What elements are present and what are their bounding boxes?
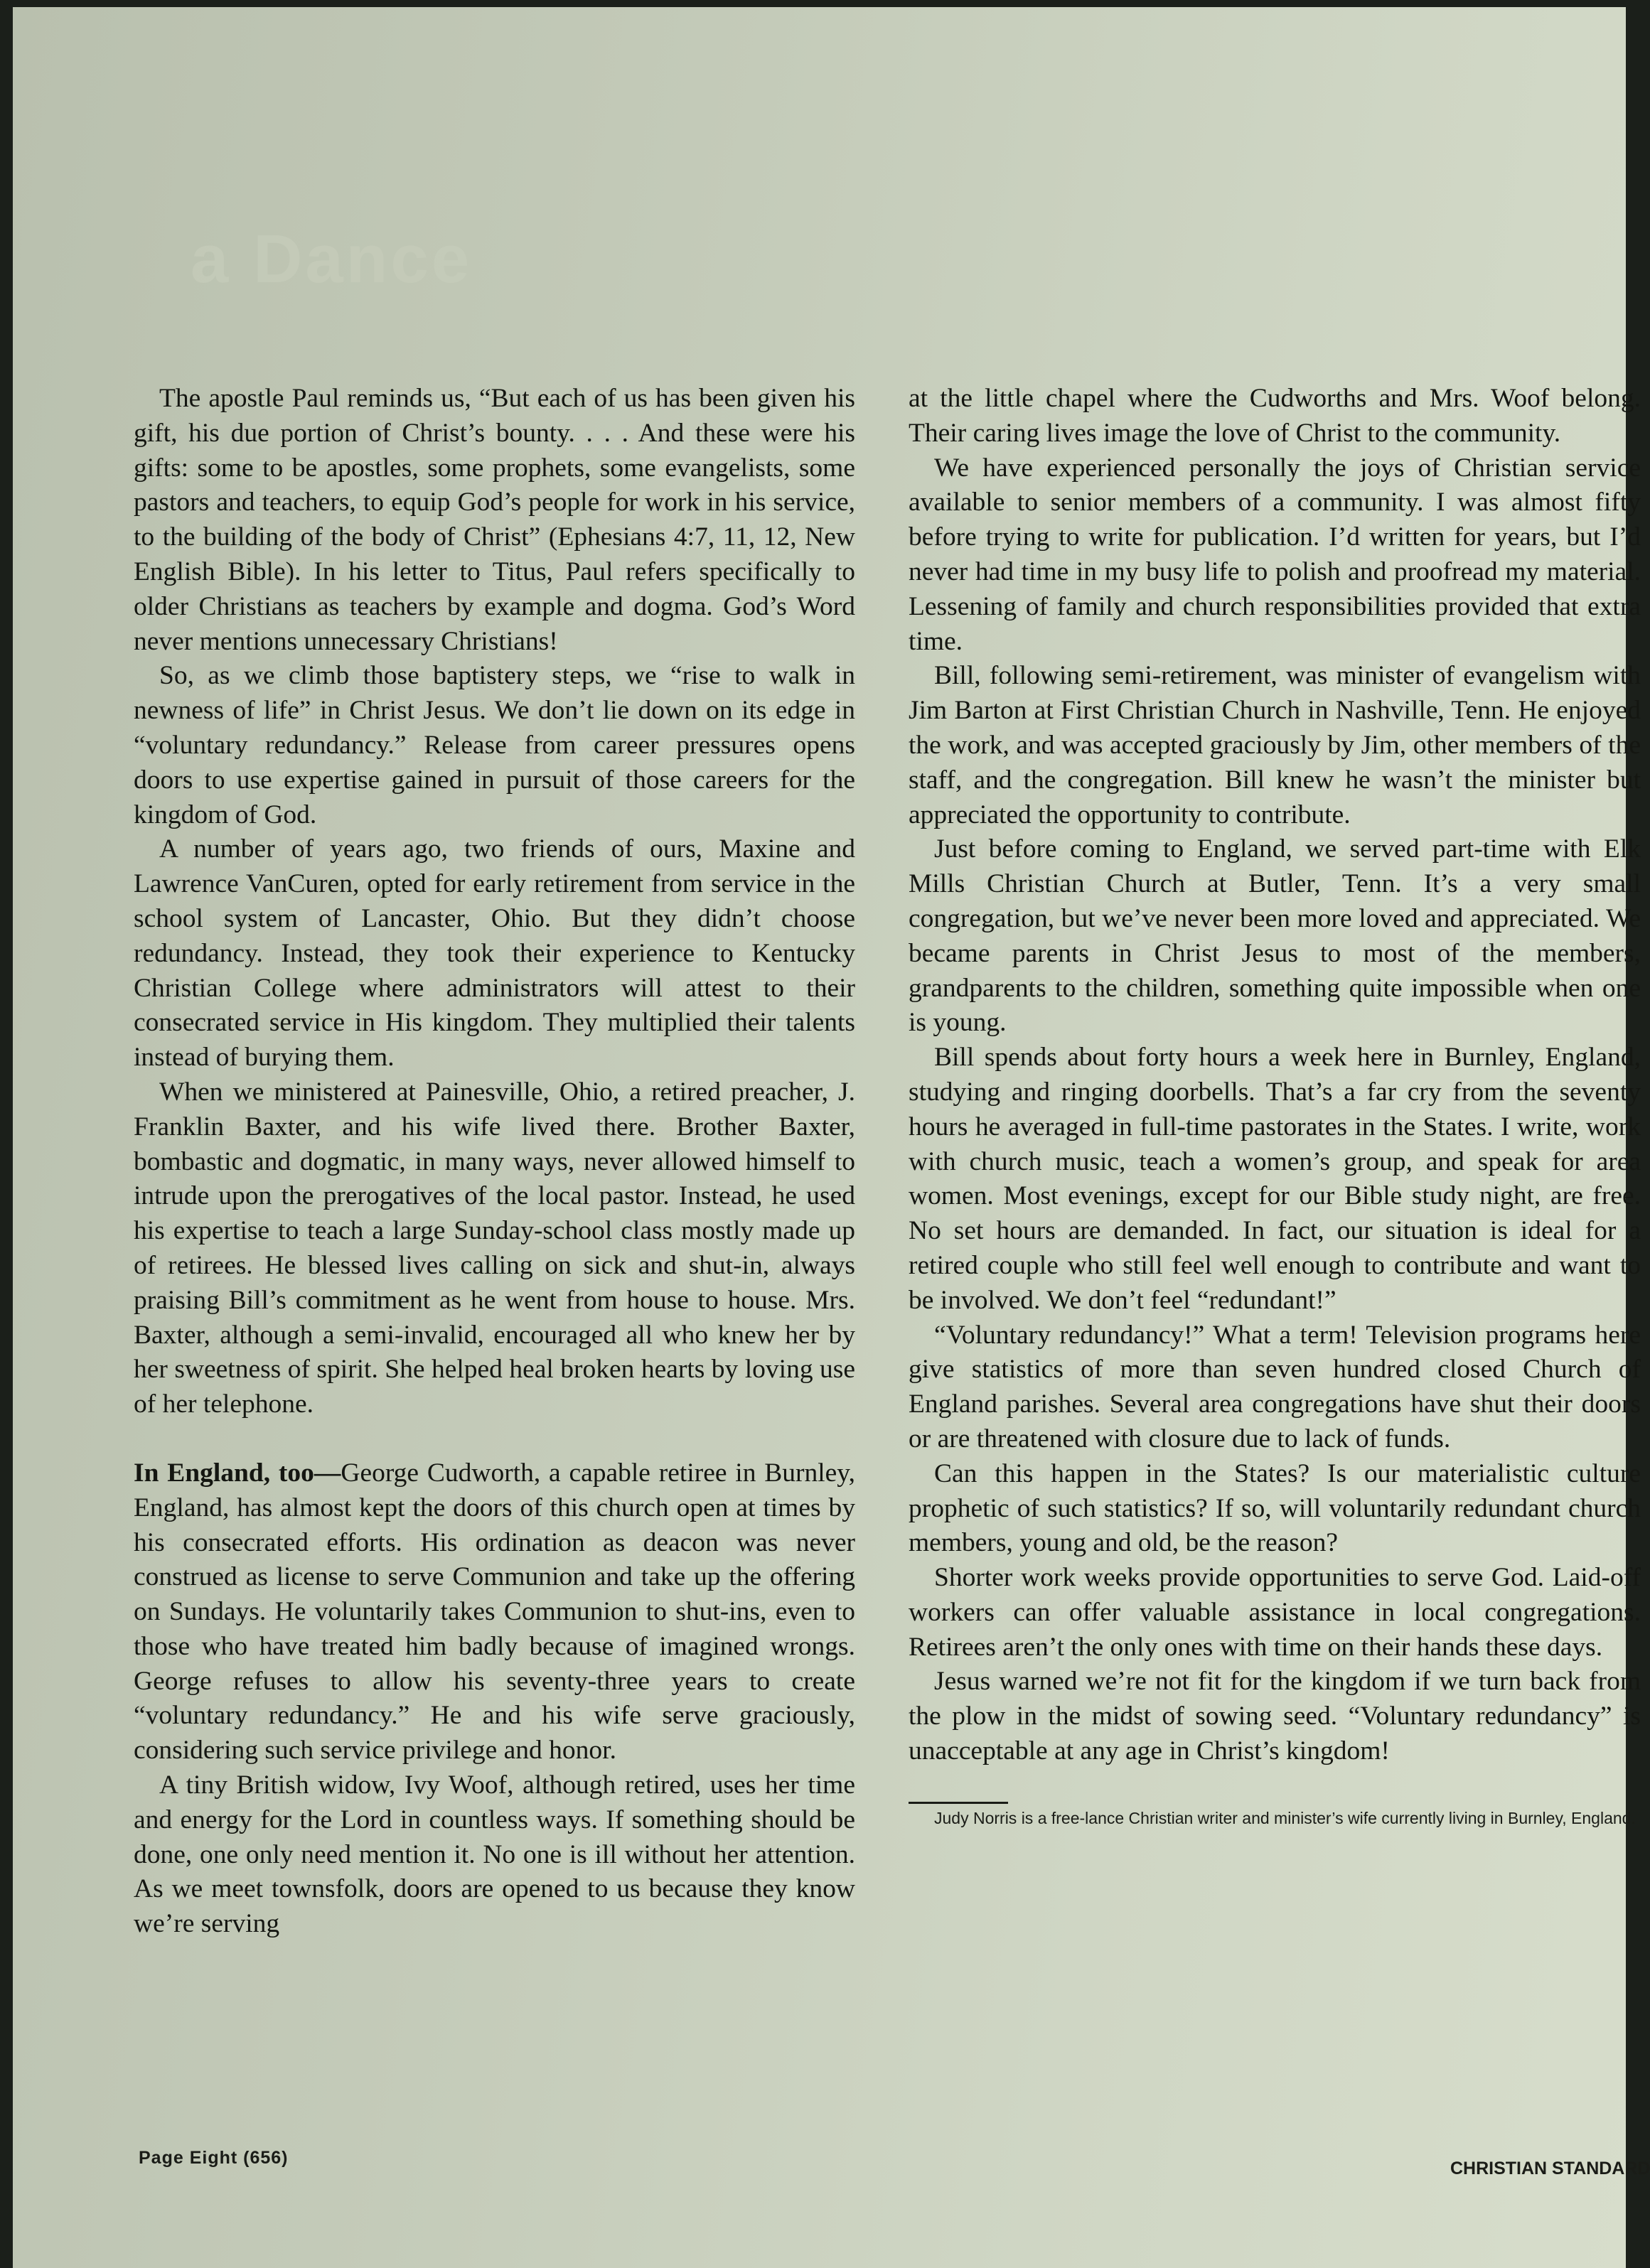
footnote-rule	[909, 1802, 1008, 1804]
paragraph: When we ministered at Painesville, Ohio, a retired preacher, J. Franklin Baxter, and his wife lived there. Brother Baxter, bombastic and dogmatic, in many ways, never allowed himself to intrude upon the prerogatives of the local pastor. Instead, he used his expertise to teach a large Sunday-school class mostly made up of retirees. He blessed lives calling on sick and shut-in, always praising Bill’s commitment as he went from house to house. Mrs. Baxter, although a semi-invalid, encouraged all who knew her by her sweetness of spirit. She helped heal broken hearts by loving use of her telephone.	[134, 1077, 855, 1419]
paragraph: Shorter work weeks provide opportunities to serve God. Laid-off workers can offer valuable assistance in local congregations. Retirees aren’t the only ones with time on their hands these days.	[909, 1563, 1641, 1662]
right-column	[909, 382, 1641, 1828]
paragraph: Jesus warned we’re not fit for the kingdom if we turn back from the plow in the midst of sowing seed. “Voluntary redundancy” is unacceptable at any age in Christ’s kingdom!	[909, 1667, 1641, 1766]
faded-article-title: a Dance	[191, 221, 473, 297]
paragraph: The apostle Paul reminds us, “But each of us has been given his gift, his due portion of Christ’s bounty. . . . And these were his gifts: some to be apostles, some prophets, some evangelists, some pastors and teachers, to equip God’s people for work in his service, to the building of the body of Christ” (Ephesians 4:7, 11, 12, New English Bible). In his letter to Titus, Paul refers specifically to older Christians as teachers by example and dogma. God’s Word never mentions unnecessary Christians!	[134, 384, 855, 656]
page-number: Page Eight (656)	[139, 2148, 289, 2168]
section-text: George Cudworth, a capable retiree in Burnley, England, has almost kept the doors of this church open at times by his consecrated efforts. His ordination as deacon was never construed as license to serve Communion and take up the offering on Sundays. He voluntarily takes Communion to shut-ins, even to those who have treated him badly because of imagined wrongs. George refuses to allow his seventy-three years to create “voluntary redundancy.” He and his wife serve graciously, considering such service privilege and honor.	[134, 1458, 855, 1766]
paragraph: “Voluntary redundancy!” What a term! Television programs here give statistics of more than seven hundred closed Church of England parishes. Several area congregations have shut their doors or are threatened with closure due to lack of funds.	[909, 1320, 1641, 1453]
paragraph: A number of years ago, two friends of ours, Maxine and Lawrence VanCuren, opted for early retirement from service in the school system of Lancaster, Ohio. But they didn’t choose redundancy. Instead, they took their experience to Kentucky Christian College where administrators will attest to their consecrated service in His kingdom. They multiplied their talents instead of burying them.	[134, 834, 855, 1073]
magazine-page	[13, 7, 1650, 2268]
section-lead: In England, too—	[134, 1458, 341, 1488]
author-footnote: Judy Norris is a free-lance Christian writer and minister’s wife currently living in Burnley, England.	[934, 1808, 1636, 1827]
left-column	[134, 382, 855, 1942]
paragraph: So, as we climb those baptistery steps, we “rise to walk in newness of life” in Christ Jesus. We don’t lie down on its edge in “voluntary redundancy.” Release from career pressures opens doors to use expertise gained in pursuit of those careers for the kingdom of God.	[134, 661, 855, 829]
paragraph: at the little chapel where the Cudworths and Mrs. Woof belong. Their caring lives image the love of Christ to the community.	[909, 384, 1641, 448]
publication-name: CHRISTIAN STANDARD	[1450, 2159, 1650, 2178]
paragraph: We have experienced personally the joys of Christian service available to senior members of a community. I was almost fifty before trying to write for publication. I’d written for years, but I’d never had time in my busy life to polish and proofread my material. Lessening of family and church responsibilities provided that extra time.	[909, 453, 1641, 656]
paragraph: Can this happen in the States? Is our materialistic culture prophetic of such statistics? If so, will voluntarily redundant church members, young and old, be the reason?	[909, 1458, 1641, 1558]
paragraph: Just before coming to England, we served part-time with Elk Mills Christian Church at Butler, Tenn. It’s a very small congregation, but we’ve never been more loved and appreciated. We became parents in Christ Jesus to most of the members, grandparents to the children, something quite impossible when one is young.	[909, 834, 1641, 1038]
paragraph: Bill, following semi-retirement, was minister of evangelism with Jim Barton at First Christian Church in Nashville, Tenn. He enjoyed the work, and was accepted graciously by Jim, other members of the staff, and the congregation. Bill knew he wasn’t the minister but appreciated the opportunity to contribute.	[909, 661, 1641, 829]
paragraph: A tiny British widow, Ivy Woof, although retired, uses her time and energy for the Lord in countless ways. If something should be done, one only need mention it. No one is ill without her attention. As we meet townsfolk, doors are opened to us because they know we’re serving	[134, 1770, 855, 1939]
paragraph: Bill spends about forty hours a week here in Burnley, England, studying and ringing doorbells. That’s a far cry from the seventy hours he averaged in full-time pastorates in the States. I write, work with church music, teach a women’s group, and speak for area women. Most evenings, except for our Bible study night, are free. No set hours are demanded. In fact, our situation is ideal for a retired couple who still feel well enough to contribute and want to be involved. We don’t feel “redundant!”	[909, 1043, 1641, 1315]
section-paragraph	[134, 1456, 855, 1768]
